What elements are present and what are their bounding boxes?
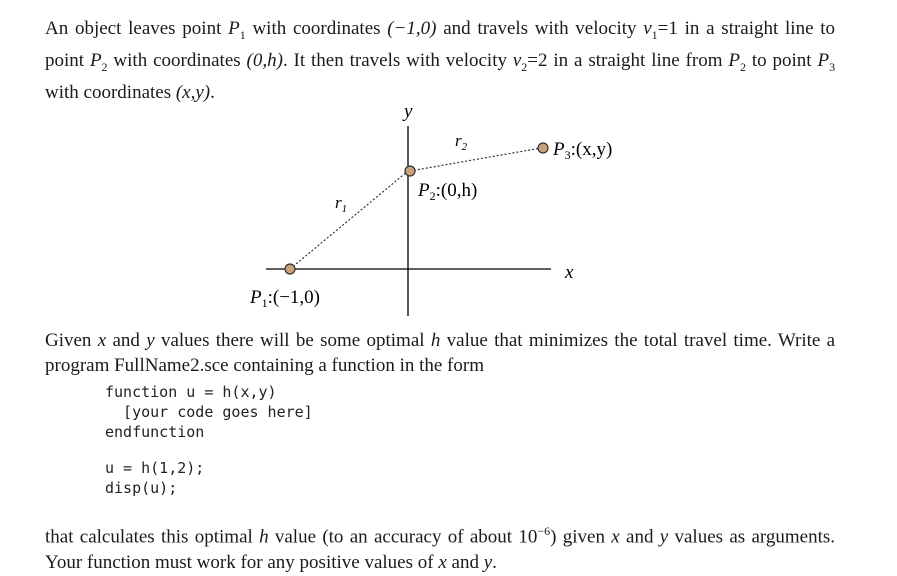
point-p2: [405, 166, 415, 176]
y-axis-label: y: [404, 101, 413, 122]
function-template-code: function u = h(x,y) [your code goes here] endfunction: [105, 383, 313, 441]
r2-label: $r_2$: [455, 131, 468, 153]
p2-label: $P_2:(0,h)$: [418, 180, 478, 203]
example-call-code: u = h(1,2); disp(u);: [105, 459, 205, 497]
point-p3: [538, 143, 548, 153]
p3-label: $P_3:(x,y)$: [553, 139, 613, 162]
r1-label: $r_1$: [335, 193, 348, 215]
problem-intro: An object leaves point $P_1$ with coordinates (−1,0) and travels with velocity $v_1=1$ in a straight line to point $P_2$ with coordinates (0,h). It then travels with velocity $v_2=2$ in a straight line from $P_2$ to point $P_3$ with coordinates (x,y).: [45, 18, 836, 103]
segment-r1: [290, 171, 408, 269]
problem-statement: Given x and y values there will be some optimal h value that minimizes the total travel time. Write a program FullName2.sce containing a function in the form: [45, 330, 836, 376]
point-p1: [285, 264, 295, 274]
x-axis-label: x: [565, 262, 574, 283]
p1-label: $P_1:(-1,0)$: [250, 287, 321, 310]
segment-r2: [410, 148, 541, 171]
problem-requirements: that calculates this optimal h value (to an accuracy of about $10^{-6}$) given x and y values as arguments. Your function must work for any positive values of x and y.: [45, 524, 836, 574]
